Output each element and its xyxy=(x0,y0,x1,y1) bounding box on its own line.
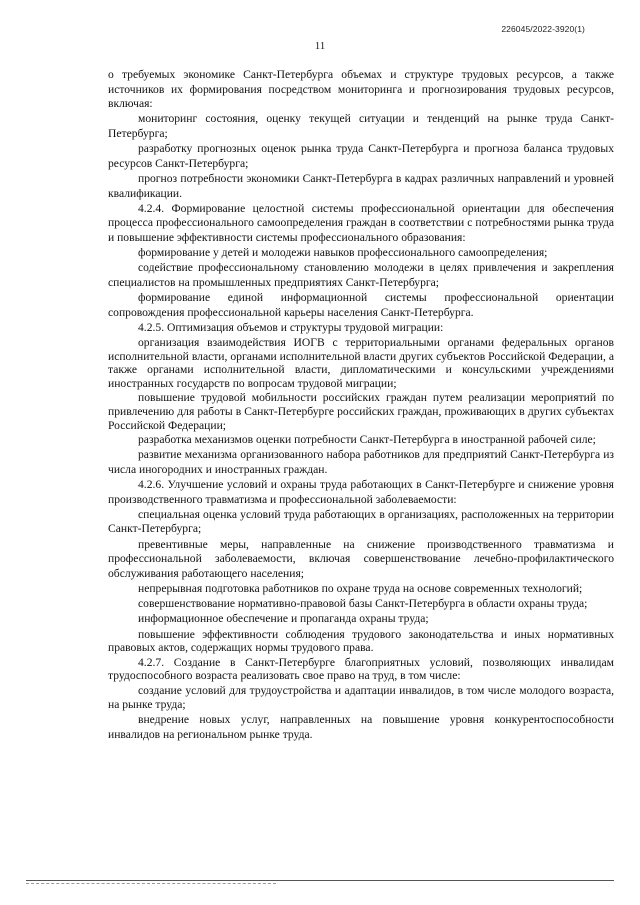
paragraph: превентивные меры, направленные на снижение производственного травматизма и профессиональной заболеваемости, включая совершенствование лечебно-профилактического обслуживания работающего населения; xyxy=(108,537,614,580)
paragraph: прогноз потребности экономики Санкт-Петербурга в кадрах различных направлений и уровней квалификации. xyxy=(108,171,614,200)
paragraph: совершенствование нормативно-правовой базы Санкт-Петербурга в области охраны труда; xyxy=(138,597,588,611)
paragraph: повышение трудовой мобильности российских граждан путем реализации мероприятий по привлечению для работы в Санкт-Петербурге российских граждан, проживающих в других субъектах Российской Федерации; xyxy=(108,391,614,432)
paragraph: специальная оценка условий труда работающих в организациях, расположенных на территории Санкт-Петербурга; xyxy=(108,507,614,536)
paragraph: развитие механизма организованного набора работников для предприятий Санкт-Петербурга из числа иногородних и иностранных граждан. xyxy=(108,448,614,476)
paragraph: информационное обеспечение и пропаганда охраны труда; xyxy=(138,612,429,626)
section-heading-4-2-5: 4.2.5. Оптимизация объемов и структуры трудовой миграции: xyxy=(138,320,444,334)
paragraph: разработка механизмов оценки потребности Санкт-Петербурга в иностранной рабочей силе; xyxy=(138,433,596,447)
paragraph: мониторинг состояния, оценку текущей ситуации и тенденций на рынке труда Санкт-Петербурга; xyxy=(108,112,614,140)
paragraph: непрерывная подготовка работников по охране труда на основе современных технологий; xyxy=(138,582,583,596)
document-body xyxy=(108,68,614,743)
paragraph: формирование у детей и молодежи навыков профессионального самоопределения; xyxy=(138,246,548,260)
paragraph: о требуемых экономике Санкт-Петербурга объемах и структуре трудовых ресурсов, а также источников их формирования посредством мониторинга и прогнозирования трудовых ресурсов, включая: xyxy=(108,68,614,111)
paragraph: разработку прогнозных оценок рынка труда Санкт-Петербурга и прогноза баланса трудовых ресурсов Санкт-Петербурга; xyxy=(108,142,614,170)
document-id: 226045/2022-3920(1) xyxy=(501,24,585,34)
paragraph: формирование единой информационной системы профессиональной ориентации сопровождения профессиональной карьеры населения Санкт-Петербурга. xyxy=(108,291,614,319)
page-number: 11 xyxy=(314,40,326,52)
section-heading-4-2-7: 4.2.7. Создание в Санкт-Петербурге благоприятных условий, позволяющих инвалидам трудоспособного возраста реализовать свое право на труд, в том числе: xyxy=(108,655,614,683)
section-heading-4-2-4: 4.2.4. Формирование целостной системы профессиональной ориентации для обеспечения процесса профессионального самоопределения граждан в соответствии с потребностями рынка труда и повышение эффективности системы профессионального образования: xyxy=(108,201,614,244)
paragraph: организация взаимодействия ИОГВ с территориальными органами федеральных органов исполнительной власти, органами исполнительной власти других субъектов Российской Федерации, а также органами исполнительной власти, дипломатическими и консульскими учреждениями иностранных государств по вопросам трудовой миграции; xyxy=(108,336,614,391)
section-heading-4-2-6: 4.2.6. Улучшение условий и охраны труда работающих в Санкт-Петербурге и снижение уровня производственного травматизма и профессиональной заболеваемости: xyxy=(108,478,614,506)
paragraph: повышение эффективности соблюдения трудового законодательства и иных нормативных правовых актов, содержащих нормы трудового права. xyxy=(108,627,614,655)
footer-divider xyxy=(26,880,614,881)
paragraph: содействие профессиональному становлению молодежи в целях привлечения и закрепления специалистов на промышленных предприятиях Санкт-Петербурга; xyxy=(108,261,614,289)
paragraph: внедрение новых услуг, направленных на повышение уровня конкурентоспособности инвалидов на региональном рынке труда. xyxy=(108,713,614,741)
paragraph: создание условий для трудоустройства и адаптации инвалидов, в том числе молодого возраста, на рынке труда; xyxy=(108,683,614,712)
footer-divider-dashed xyxy=(26,883,276,884)
